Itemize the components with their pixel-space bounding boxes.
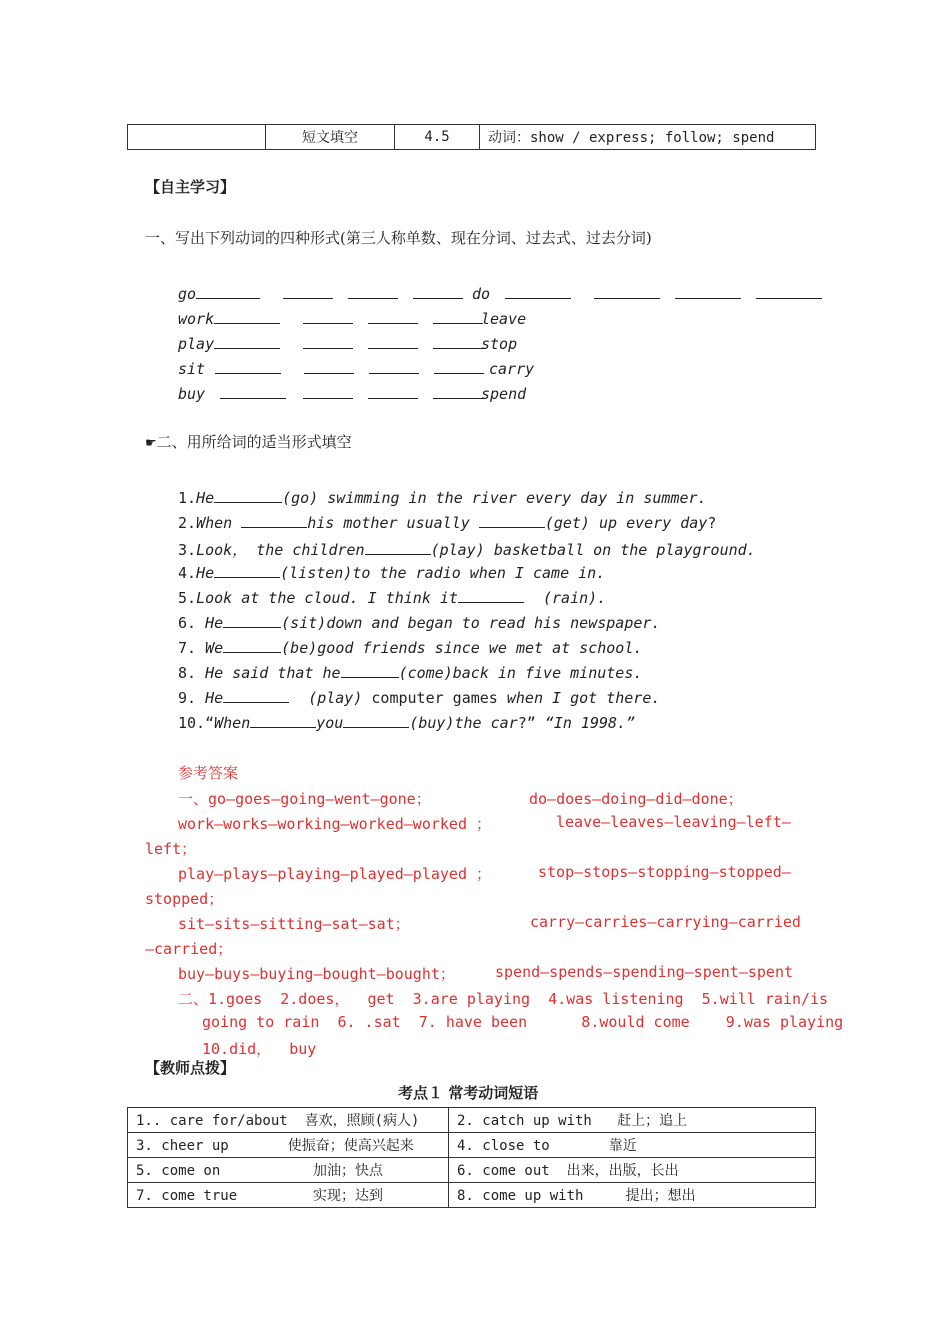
answer-blank[interactable]	[215, 361, 281, 374]
answer-line: stopped；	[145, 890, 224, 908]
answer-line: work—works—working—worked—worked ；	[178, 815, 492, 833]
verb-word: go	[178, 285, 197, 303]
exercise-text: When	[214, 714, 251, 732]
exercise-text: “In 1998.”	[544, 714, 636, 732]
hint-word: (be)	[281, 639, 318, 657]
table-cell: 4.5	[395, 125, 480, 150]
answer-line: 10.did， buy	[202, 1040, 317, 1058]
exercise-text: swimming in the river every day in summer.	[327, 489, 707, 507]
item-number: 2.	[178, 514, 197, 532]
summary-table	[127, 124, 816, 150]
answer-blank[interactable]	[365, 542, 431, 555]
answer-blank[interactable]	[304, 361, 354, 374]
pointing-hand-icon: ☛	[145, 436, 157, 451]
answer-blank[interactable]	[214, 311, 280, 324]
punctuation: “	[205, 714, 215, 732]
verb-row	[178, 385, 483, 403]
hint-word: (rain).	[543, 589, 607, 607]
item-number: 9.	[178, 689, 197, 707]
table-row	[128, 1108, 816, 1133]
item-number: 1.	[178, 489, 197, 507]
answer-blank[interactable]	[413, 286, 463, 299]
answer-blank[interactable]	[196, 286, 260, 299]
exercise-item	[178, 689, 660, 707]
exercise-text: the children	[256, 541, 365, 559]
exercise-item	[178, 614, 660, 632]
answer-line: sit—sits—sitting—sat—sat；	[178, 915, 410, 933]
table-cell: 7. come true 实现；达到	[128, 1183, 449, 1208]
exercise-text: good friends since we met at school.	[317, 639, 643, 657]
punctuation: ?	[707, 514, 717, 532]
hint-word: (play)	[430, 541, 485, 559]
answer-blank[interactable]	[479, 515, 545, 528]
exercise-text: We	[205, 639, 224, 657]
verb-word: stop	[481, 335, 518, 353]
answer-blank[interactable]	[220, 386, 286, 399]
item-number: 6.	[178, 614, 197, 632]
answer-blank[interactable]	[433, 311, 483, 324]
hint-word: (come)	[398, 664, 453, 682]
answer-line: 一、go—goes—going—went—gone；	[178, 790, 431, 808]
table-cell: 8. come up with 提出；想出	[449, 1183, 816, 1208]
exercise-text: He	[196, 489, 215, 507]
exercise-text: the car	[454, 714, 518, 732]
exercise-text: Look at the cloud.	[196, 589, 359, 607]
verb-row	[178, 360, 484, 378]
answer-blank[interactable]	[283, 286, 333, 299]
answer-blank[interactable]	[241, 515, 307, 528]
exercise-text: Look，	[196, 541, 248, 559]
exercise-text: to the radio when I came in.	[352, 564, 606, 582]
exercise-item	[178, 639, 642, 657]
item-number: 10.	[178, 714, 206, 732]
exercise-text: He said that he	[205, 664, 341, 682]
verb-row	[178, 335, 483, 353]
hint-word: (listen)	[280, 564, 353, 582]
exercise-text: I think it	[367, 589, 458, 607]
answer-line: do—does—doing—did—done；	[529, 790, 743, 808]
table-cell: 短文填空	[266, 125, 395, 150]
answer-blank[interactable]	[348, 286, 398, 299]
exercise-text: computer games	[371, 689, 498, 707]
verb-word: spend	[481, 385, 527, 403]
exercise-item	[178, 589, 606, 607]
table-cell	[128, 125, 266, 150]
table-cell: 动词：show / express; follow; spend	[480, 125, 816, 150]
table-row	[128, 125, 816, 150]
table-cell: 2. catch up with 赶上；追上	[449, 1108, 816, 1133]
table-cell: 4. close to 靠近	[449, 1133, 816, 1158]
answer-blank[interactable]	[303, 386, 353, 399]
verb-word: sit	[178, 360, 206, 378]
verb-word: buy	[178, 385, 206, 403]
answer-blank[interactable]	[369, 361, 419, 374]
hint-word: (buy)	[409, 714, 455, 732]
answer-line: stop—stops—stopping—stopped—	[538, 863, 791, 881]
answer-blank[interactable]	[214, 336, 280, 349]
answer-line: buy—buys—buying—bought—bought；	[178, 965, 455, 983]
answer-blank[interactable]	[303, 311, 353, 324]
exercise-text: down and began to read his newspaper.	[326, 614, 661, 632]
table-cell: 6. come out 出来，出版，长出	[449, 1158, 816, 1183]
phrase-table	[127, 1107, 816, 1208]
item-number: 3.	[178, 541, 197, 559]
table-row	[128, 1183, 816, 1208]
exercise-text: When	[196, 514, 233, 532]
part1-heading: 一、写出下列动词的四种形式(第三人称单数、现在分词、过去式、过去分词)	[145, 229, 652, 247]
item-number: 5.	[178, 589, 197, 607]
verb-row	[472, 285, 822, 303]
hint-word: (go)	[282, 489, 319, 507]
verb-word: play	[178, 335, 215, 353]
exercise-item	[178, 539, 756, 560]
answer-blank[interactable]	[303, 336, 353, 349]
item-number: 7.	[178, 639, 197, 657]
exercise-item	[178, 564, 605, 582]
answer-blank[interactable]	[458, 590, 524, 603]
table-cell: 3. cheer up 使振奋；使高兴起来	[128, 1133, 449, 1158]
verb-word: leave	[481, 310, 527, 328]
answer-line: 二、1.goes 2.does， get 3.are playing 4.was listening 5.will rain/is	[178, 990, 829, 1008]
answer-line: play—plays—playing—played—played ；	[178, 865, 492, 883]
answer-line: left；	[145, 840, 197, 858]
exercise-text: He	[205, 614, 224, 632]
answer-blank[interactable]	[433, 386, 483, 399]
answer-blank[interactable]	[214, 565, 280, 578]
answer-blank[interactable]	[675, 286, 741, 299]
exercise-text: up every day	[599, 514, 708, 532]
exercise-item	[178, 489, 707, 507]
answer-blank[interactable]	[341, 665, 399, 678]
section-heading-teacher: 【教师点拨】	[145, 1059, 236, 1077]
exercise-text: back in five minutes.	[452, 664, 643, 682]
part2-heading-line	[145, 431, 352, 452]
answer-line: leave—leaves—leaving—left—	[556, 813, 791, 831]
section-heading-self-study: 【自主学习】	[145, 178, 236, 196]
exercise-text: basketball on the playground.	[493, 541, 756, 559]
verb-row	[178, 310, 483, 328]
exercise-item	[178, 714, 635, 732]
answer-blank[interactable]	[368, 311, 418, 324]
item-number: 4.	[178, 564, 197, 582]
table-row	[128, 1158, 816, 1183]
table-cell: 5. come on 加油；快点	[128, 1158, 449, 1183]
hint-word: (get)	[544, 514, 590, 532]
answer-blank[interactable]	[223, 615, 281, 628]
answers-title: 参考答案	[178, 764, 239, 782]
table-row	[128, 1133, 816, 1158]
exercise-text: his mother usually	[307, 514, 470, 532]
exercise-text: when I got there.	[506, 689, 661, 707]
answer-line: —carried；	[145, 940, 233, 958]
answer-blank[interactable]	[214, 490, 282, 503]
answer-blank[interactable]	[756, 286, 822, 299]
answer-blank[interactable]	[434, 361, 484, 374]
exercise-text: He	[196, 564, 215, 582]
punctuation: ?”	[517, 714, 536, 732]
hint-word: (sit)	[281, 614, 327, 632]
answer-blank[interactable]	[505, 286, 571, 299]
verb-word: do	[472, 285, 491, 303]
answer-line: going to rain 6. .sat 7. have been 8.would come 9.was playing	[202, 1013, 844, 1031]
answer-line: carry—carries—carrying—carried	[530, 913, 801, 931]
answer-blank[interactable]	[223, 690, 289, 703]
answer-blank[interactable]	[223, 640, 281, 653]
answer-blank[interactable]	[343, 715, 409, 728]
answer-blank[interactable]	[368, 386, 418, 399]
answer-blank[interactable]	[250, 715, 316, 728]
hint-word: (play)	[308, 689, 363, 707]
table-cell: 1.. care for/about 喜欢，照顾(病人)	[128, 1108, 449, 1133]
verb-word: carry	[489, 360, 535, 378]
exercise-item	[178, 664, 642, 682]
verb-row	[178, 285, 463, 303]
answer-blank[interactable]	[594, 286, 660, 299]
kaodian-title: 考点１ 常考动词短语	[398, 1084, 539, 1102]
exercise-item	[178, 514, 716, 532]
answer-blank[interactable]	[433, 336, 483, 349]
item-number: 8.	[178, 664, 197, 682]
answer-blank[interactable]	[368, 336, 418, 349]
verb-word: work	[178, 310, 215, 328]
answer-line: spend—spends—spending—spent—spent	[495, 963, 794, 981]
part2-heading: 二、用所给词的适当形式填空	[156, 433, 352, 451]
exercise-text: you	[316, 714, 344, 732]
exercise-text: He	[205, 689, 224, 707]
